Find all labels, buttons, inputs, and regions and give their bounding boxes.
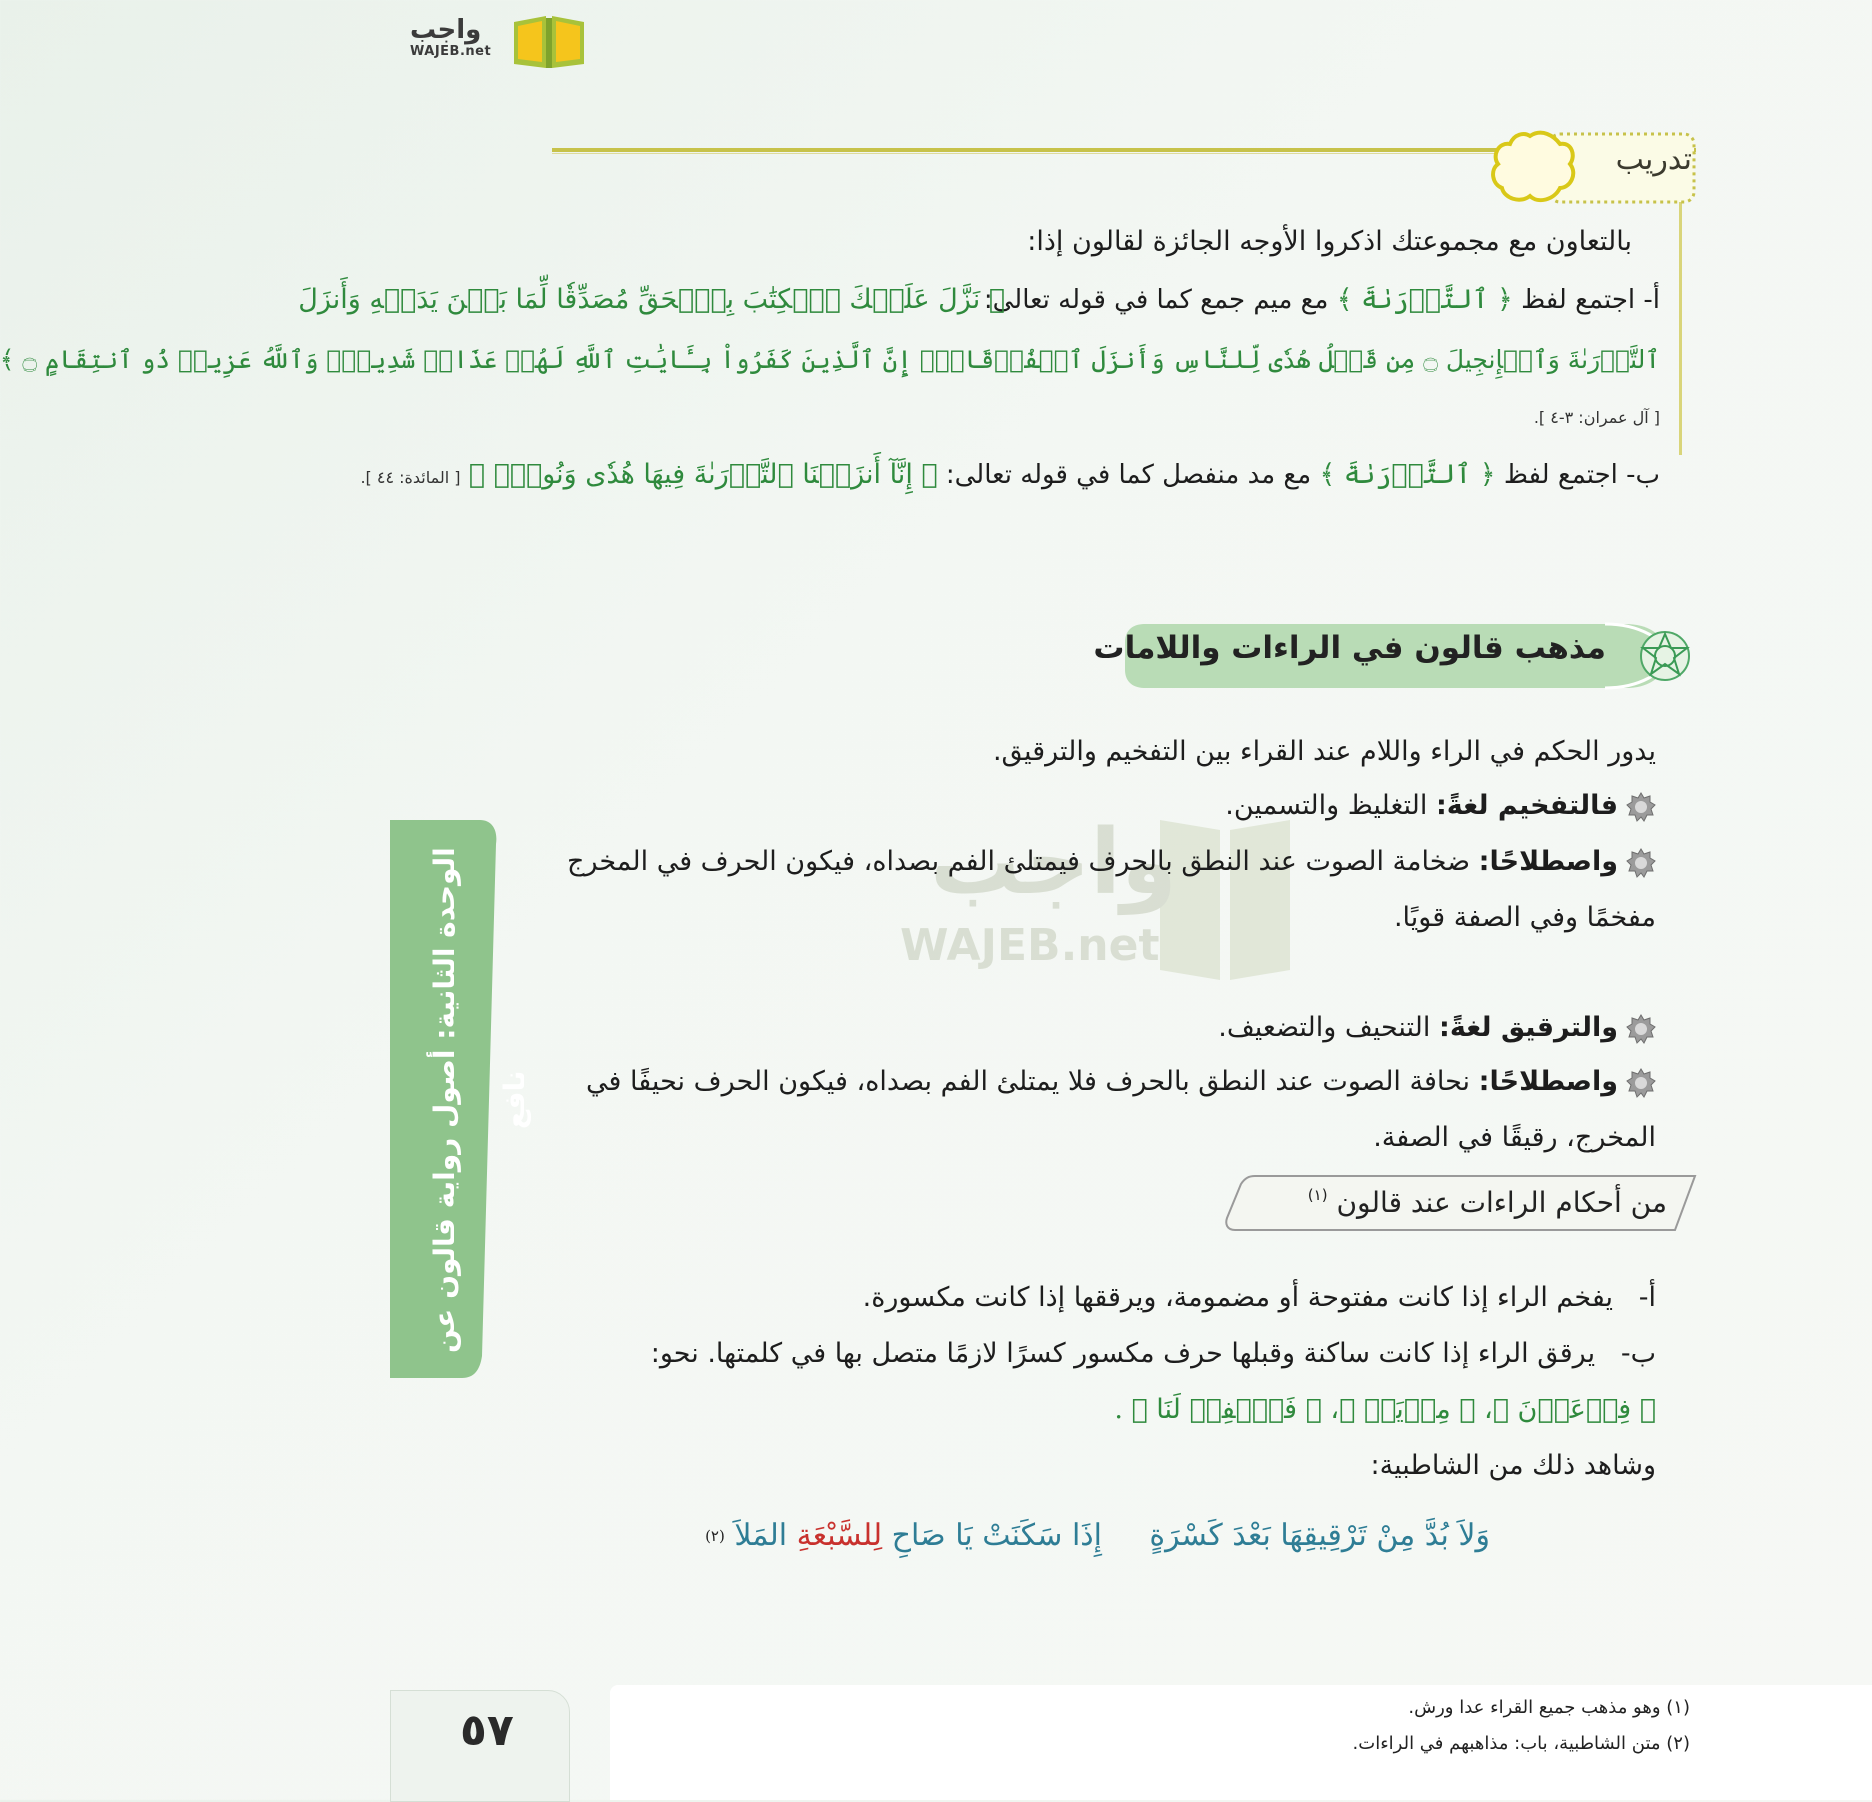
subsection-title [1308,1186,1667,1219]
item-b-word: ﴿ ٱلتَّوۡرَىٰةَ ﴾ [1319,459,1496,490]
tarqiq-lugha-label: والترقيق لغةً: [1439,1012,1618,1043]
item-b-mid: مع مد منفصل كما في قوله تعالى: [945,460,1312,490]
verse-second-hemistich [705,1516,1102,1556]
item-a-verse-line1: ﴿ نَزَّلَ عَلَيۡكَ ٱلۡكِتَٰبَ بِٱلۡحَقِّ مُصَدِّقٗا لِّمَا بَيۡنَ يَدَيۡهِ وَأَنزَلَ [298,284,1005,315]
footnote-1: (١) وهو مذهب جميع القراء عدا ورش. [1408,1697,1690,1718]
tarqiq-lugha-text: التنحيف والتضعيف. [1218,1012,1431,1043]
item-b-verse: ﴿ إِنَّآ أَنزَلۡنَا ٱلتَّوۡرَىٰةَ فِيهَا هُدٗى وَنُورٞۚ ﴾ [468,459,938,490]
tarqiq-istilah-label: واصطلاحًا: [1478,1066,1618,1097]
tarqiq-istilah-line2: المخرج، رقيقًا في الصفة. [1373,1122,1656,1153]
item-b-prefix: ب- اجتمع لفظ [1503,460,1660,490]
tafkhim-lugha-label: فالتفخيم لغةً: [1435,790,1618,821]
section-intro: يدور الحكم في الراء واللام عند القراء بين التفخيم والترقيق. [992,736,1656,767]
tafkhim-istilah [567,842,1656,882]
item-a-mid: مع ميم جمع كما في قوله تعالى: [983,285,1329,315]
rule-b-label: ب- [1620,1338,1656,1369]
logo-arabic: واجب [410,15,482,45]
tarqiq-istilah [586,1062,1656,1102]
unit-side-title: الوحدة الثانية: أصول رواية قالون عن نافع [428,847,531,1353]
watermark-english: WAJEB.net [900,920,1160,971]
watermark [890,810,1390,990]
tafkhim-lugha-text: التغليظ والتسمين. [1225,790,1428,821]
section-title: مذهب قالون في الراءات واللامات [1093,630,1606,666]
rule-b-examples: ﴿ فِرۡعَوۡنَ ﴾، ﴿ مِرۡيَةٖ ﴾، ﴿ فَٱغۡفِرۡ لَنَا ﴾ . [1114,1394,1656,1425]
verse-part-c: المَلاَ [734,1518,788,1553]
training-item-b [360,455,1660,498]
tafkhim-lugha [1225,786,1656,826]
item-a-prefix: أ- اجتمع لفظ [1521,285,1660,315]
tafkhim-istilah-line2: مفخمًا وفي الصفة قويًا. [1393,902,1656,933]
shatibiyya-witness: وشاهد ذلك من الشاطبية: [1370,1450,1656,1481]
rule-a-label: أ- [1638,1282,1656,1313]
tarqiq-lugha [1218,1008,1656,1048]
gear-bullet-icon [1626,792,1656,822]
tarqiq-istilah-text: نحافة الصوت عند النطق بالحرف فلا يمتلئ الفم بصداه، فيكون الحرف نحيفًا في [586,1066,1471,1097]
verse-part-a: إِذَا سَكَنَتْ يَا صَاحِ [891,1518,1102,1553]
wajeb-logo[interactable] [400,6,580,66]
verse-part-b: لِلسَّبْعَةِ [796,1518,883,1553]
item-b-reference: [ المائدة: ٤٤ ]. [360,468,461,487]
item-a-word: ﴿ ٱلتَّوۡرَىٰةَ ﴾ [1336,284,1513,315]
rule-a [863,1278,1656,1318]
watermark-arabic: واجب [930,810,1177,915]
footnote-2: (٢) متن الشاطبية، باب: مذاهبهم في الراءات. [1352,1733,1690,1754]
gear-bullet-icon [1626,1068,1656,1098]
training-item-a [984,280,1660,320]
rule-b-text: يرقق الراء إذا كانت ساكنة وقبلها حرف مكسور كسرًا لازمًا متصل بها في كلمتها. نحو: [650,1338,1596,1369]
tafkhim-istilah-label: واصطلاحًا: [1478,846,1618,877]
book-icon [510,12,588,72]
logo-text [410,16,491,59]
subsection-title-text: من أحكام الراءات عند قالون [1336,1186,1667,1219]
tafkhim-istilah-text: ضخامة الصوت عند النطق بالحرف فيمتلئ الفم بصداه، فيكون الحرف في المخرج [567,846,1471,877]
training-intro: بالتعاون مع مجموعتك اذكروا الأوجه الجائزة لقالون إذا: [1027,226,1632,257]
footnote-mark-2[interactable]: (٢) [705,1527,725,1545]
page-number: ٥٧ [460,1705,514,1756]
item-a-reference: [ آل عمران: ٣-٤ ]. [1533,408,1660,427]
footnote-mark-1[interactable]: (١) [1307,1186,1328,1204]
verse-first-hemistich: وَلاَ بُدَّ مِنْ تَرْقِيقِهَا بَعْدَ كَسْرَةٍ [1149,1518,1490,1553]
rule-b [651,1334,1656,1374]
gear-bullet-icon [1626,1014,1656,1044]
logo-english: WAJEB.net [410,44,492,59]
training-label: تدريب [1615,142,1692,177]
item-a-verse-line2: ٱلتَّوۡرَىٰةَ وَٱلۡإِنجِيلَ ۝ مِن قَبۡلُ هُدٗى لِّلنَّاسِ وَأَنزَلَ ٱلۡفُرۡقَانَۗ إِنَّ ٱلَّذِينَ كَفَرُواْ بِـَٔايَٰتِ ٱللَّهِ لَهُمۡ عَذَابٞ شَدِيدٞۗ وَٱللَّهُ عَزِيزٞ ذُو ٱنتِقَامٍ ۝ ﴾ [0,345,1660,374]
rule-a-text: يفخم الراء إذا كانت مفتوحة أو مضمومة، ويرققها إذا كانت مكسورة. [862,1282,1613,1313]
gear-bullet-icon [1626,848,1656,878]
